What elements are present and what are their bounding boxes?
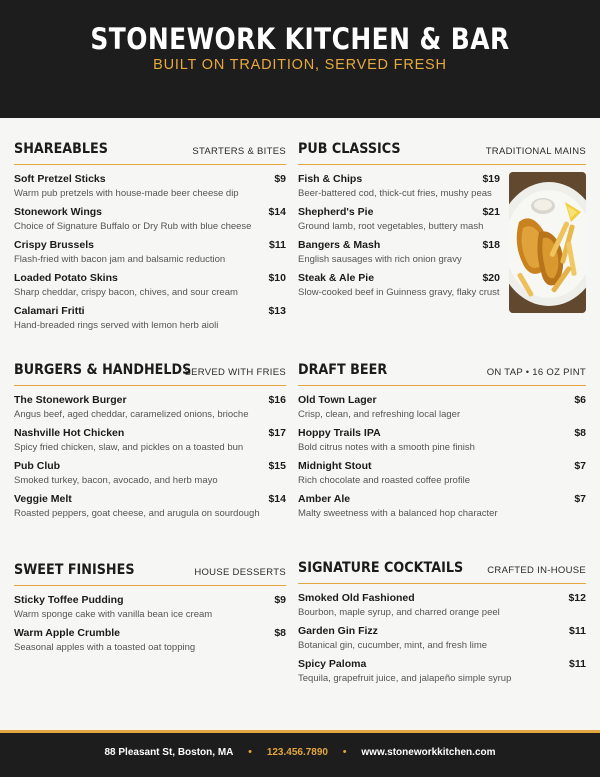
section-shareables (14, 141, 286, 338)
item-name: Soft Pretzel Sticks (14, 173, 106, 185)
item-price: $13 (268, 305, 286, 317)
item-name: The Stonework Burger (14, 394, 127, 406)
item-description: Slow-cooked beef in Guinness gravy, flaky crust (298, 287, 500, 298)
item-name: Crispy Brussels (14, 239, 94, 251)
item-name: Loaded Potato Skins (14, 272, 118, 284)
menu-footer (0, 730, 600, 777)
menu-item (14, 627, 286, 654)
item-description: Seasonal apples with a toasted oat topping (14, 642, 196, 653)
section-burgers-handhelds (14, 362, 286, 526)
item-description: Flash-fried with bacon jam and balsamic reduction (14, 254, 226, 265)
section-subtitle: STARTERS & BITES (192, 146, 286, 157)
section-header (298, 560, 586, 584)
item-name: Stonework Wings (14, 206, 102, 218)
item-price: $16 (268, 394, 286, 406)
menu-item (298, 625, 586, 652)
section-draft-beer (298, 362, 586, 526)
item-description: Rich chocolate and roasted coffee profile (298, 475, 470, 486)
item-description: Hand-breaded rings served with lemon herb aioli (14, 320, 219, 331)
item-description: Beer-battered cod, thick-cut fries, mushy peas (298, 188, 492, 199)
item-price: $7 (574, 493, 586, 505)
item-price: $11 (569, 625, 586, 637)
item-price: $7 (574, 460, 586, 472)
item-price: $11 (269, 239, 286, 251)
item-price: $12 (568, 592, 586, 604)
item-description: Roasted peppers, goat cheese, and arugula on sourdough (14, 508, 260, 519)
menu-item (298, 272, 500, 299)
menu-item (14, 594, 286, 621)
footer-website-link[interactable]: www.stoneworkkitchen.com (361, 747, 496, 758)
section-subtitle: SERVED WITH FRIES (184, 367, 286, 378)
section-title: DRAFT BEER (298, 362, 388, 378)
item-price: $17 (268, 427, 286, 439)
item-price: $8 (274, 627, 286, 639)
item-name: Veggie Melt (14, 493, 72, 505)
item-name: Fish & Chips (298, 173, 363, 185)
menu-item (14, 427, 286, 454)
item-description: Sharp cheddar, crispy bacon, chives, and sour cream (14, 287, 238, 298)
section-header (14, 362, 286, 386)
item-description: Bold citrus notes with a smooth pine finish (298, 442, 475, 453)
menu-item (14, 239, 286, 266)
section-title: SHAREABLES (14, 141, 108, 157)
item-price: $9 (274, 594, 286, 606)
section-title: BURGERS & HANDHELDS (14, 362, 192, 378)
section-header (298, 362, 586, 386)
menu-item (298, 173, 500, 200)
item-description: Choice of Signature Buffalo or Dry Rub with blue cheese (14, 221, 252, 232)
menu-item (14, 394, 286, 421)
section-header (14, 562, 286, 586)
item-name: Steak & Ale Pie (298, 272, 375, 284)
section-subtitle: CRAFTED IN-HOUSE (487, 565, 586, 576)
menu-item (298, 460, 586, 487)
menu-item (14, 460, 286, 487)
menu-item (14, 305, 286, 332)
menu-item (298, 206, 500, 233)
footer-separator: • (248, 746, 253, 758)
section-title: SWEET FINISHES (14, 562, 135, 578)
item-description: Malty sweetness with a balanced hop character (298, 508, 498, 519)
menu-item (14, 206, 286, 233)
item-description: Smoked turkey, bacon, avocado, and herb mayo (14, 475, 218, 486)
item-description: Ground lamb, root vegetables, buttery mash (298, 221, 484, 232)
section-subtitle: TRADITIONAL MAINS (485, 146, 586, 157)
item-name: Calamari Fritti (14, 305, 85, 317)
section-subtitle: HOUSE DESSERTS (194, 567, 286, 578)
menu-item (298, 394, 586, 421)
header-curve-shape (0, 86, 600, 126)
item-price: $19 (482, 173, 500, 185)
item-description: Crisp, clean, and refreshing local lager (298, 409, 461, 420)
restaurant-title: STONEWORK KITCHEN & BAR (90, 22, 510, 56)
menu-item (14, 493, 286, 520)
section-subtitle: ON TAP • 16 OZ PINT (486, 367, 586, 378)
menu-item (298, 239, 500, 266)
footer-address: 88 Pleasant St, Boston, MA (104, 747, 234, 758)
item-name: Sticky Toffee Pudding (14, 594, 124, 606)
item-name: Old Town Lager (298, 394, 377, 406)
section-header (298, 141, 586, 165)
item-name: Smoked Old Fashioned (298, 592, 415, 604)
restaurant-subtitle: BUILT ON TRADITION, SERVED FRESH (153, 57, 447, 73)
item-price: $18 (482, 239, 500, 251)
item-description: Botanical gin, cucumber, mint, and fresh lime (298, 640, 488, 651)
footer-separator: • (342, 746, 347, 758)
item-price: $15 (268, 460, 286, 472)
item-price: $8 (574, 427, 586, 439)
item-price: $10 (268, 272, 286, 284)
item-name: Shepherd's Pie (298, 206, 374, 218)
item-name: Hoppy Trails IPA (298, 427, 381, 439)
item-name: Midnight Stout (298, 460, 372, 472)
menu-item (298, 427, 586, 454)
item-description: Warm sponge cake with vanilla bean ice cream (14, 609, 213, 620)
section-header (14, 141, 286, 165)
item-description: Angus beef, aged cheddar, caramelized onions, brioche (14, 409, 249, 420)
item-name: Nashville Hot Chicken (14, 427, 125, 439)
item-name: Spicy Paloma (298, 658, 367, 670)
item-name: Pub Club (14, 460, 61, 472)
item-description: Tequila, grapefruit juice, and jalapeño simple syrup (298, 673, 512, 684)
footer-phone[interactable]: 123.456.7890 (266, 747, 328, 758)
menu-item (298, 592, 586, 619)
fish-and-chips-photo (509, 172, 586, 313)
section-title: PUB CLASSICS (298, 141, 401, 157)
item-price: $11 (569, 658, 586, 670)
item-price: $6 (574, 394, 586, 406)
section-signature-cocktails (298, 560, 586, 691)
menu-item (14, 173, 286, 200)
item-name: Amber Ale (298, 493, 351, 505)
item-description: Warm pub pretzels with house-made beer cheese dip (14, 188, 239, 199)
item-description: English sausages with rich onion gravy (298, 254, 462, 265)
item-description: Bourbon, maple syrup, and charred orange peel (298, 607, 500, 618)
item-name: Garden Gin Fizz (298, 625, 378, 637)
item-name: Warm Apple Crumble (14, 627, 120, 639)
menu-item (298, 493, 586, 520)
item-price: $14 (268, 206, 286, 218)
menu-item (298, 658, 586, 685)
item-price: $21 (482, 206, 500, 218)
section-title: SIGNATURE COCKTAILS (298, 560, 464, 576)
item-price: $20 (482, 272, 500, 284)
section-sweet-finishes (14, 562, 286, 660)
menu-item (14, 272, 286, 299)
item-name: Bangers & Mash (298, 239, 381, 251)
item-price: $14 (268, 493, 286, 505)
item-description: Spicy fried chicken, slaw, and pickles on a toasted bun (14, 442, 244, 453)
item-price: $9 (274, 173, 286, 185)
